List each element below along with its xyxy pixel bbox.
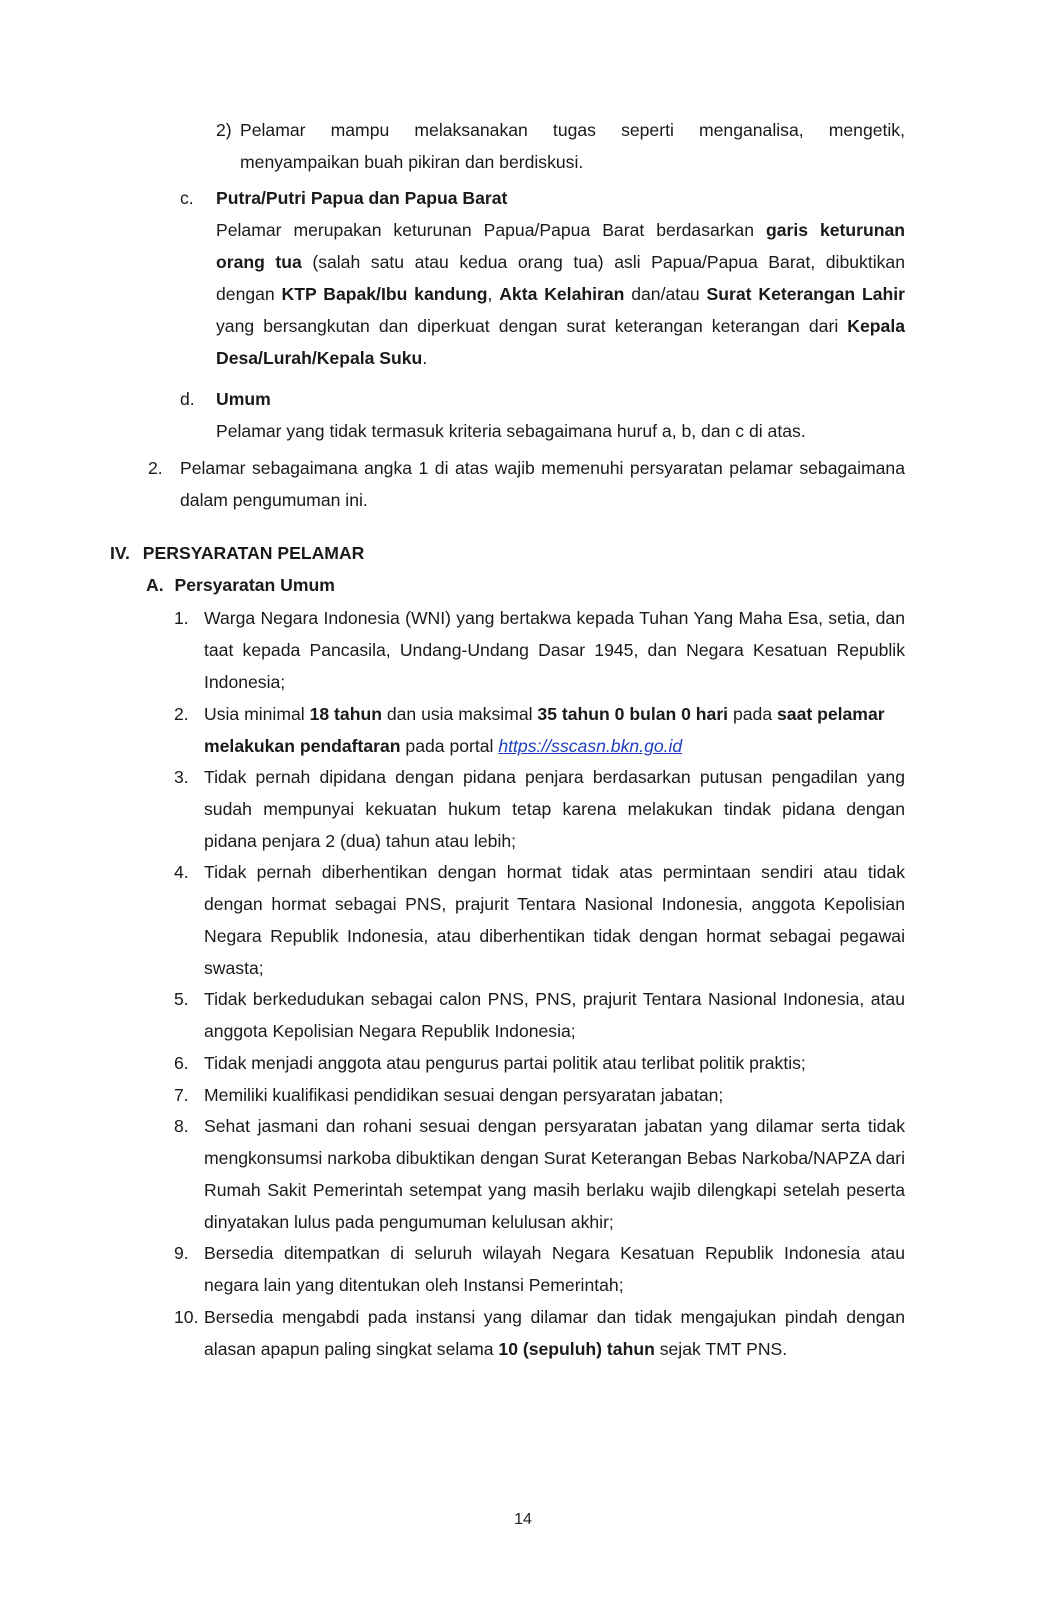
requirement-number: 7. (174, 1085, 189, 1105)
requirement-item-7 (172, 1079, 905, 1111)
subsection-heading: A. Persyaratan Umum (146, 575, 335, 595)
requirement-item-9 (172, 1237, 905, 1301)
requirement-number: 10. (174, 1307, 199, 1327)
requirement-text: Tidak menjadi anggota atau pengurus partai politik atau terlibat politik praktis; (204, 1053, 806, 1073)
requirement-text: Memiliki kualifikasi pendidikan sesuai dengan persyaratan jabatan; (204, 1085, 724, 1105)
requirement-number: 9. (174, 1243, 189, 1263)
portal-link[interactable]: https://sscasn.bkn.go.id (498, 736, 683, 756)
requirement-text: Tidak berkedudukan sebagai calon PNS, PNS, prajurit Tentara Nasional Indonesia, atau anggota Kepolisian Negara Republik Indonesia; (204, 989, 905, 1041)
item-d-title: Umum (216, 389, 271, 409)
list-item-2 (148, 452, 905, 516)
requirement-text: Bersedia mengabdi pada instansi yang dilamar dan tidak mengajukan pindah dengan alasan apapun paling singkat selama 10 (sepuluh) tahun sejak TMT PNS. (204, 1307, 905, 1359)
requirement-item-2 (172, 698, 905, 762)
requirement-number: 3. (174, 767, 189, 787)
list-label: 2) (216, 120, 232, 140)
list-item-text-line1: Pelamar mampu melaksanakan tugas seperti menganalisa, mengetik, (240, 120, 905, 140)
page-number: 14 (514, 1511, 532, 1528)
item-d-text: Pelamar yang tidak termasuk kriteria sebagaimana huruf a, b, dan c di atas. (216, 421, 806, 441)
item-c-title: Putra/Putri Papua dan Papua Barat (216, 188, 508, 208)
requirement-number: 5. (174, 989, 189, 1009)
requirement-item-8 (172, 1110, 905, 1238)
requirement-item-3 (172, 761, 905, 857)
list-label: c. (180, 188, 194, 208)
requirement-text: Tidak pernah dipidana dengan pidana penjara berdasarkan putusan pengadilan yang sudah mempunyai kekuatan hukum tetap karena melakukan tindak pidana dengan pidana penjara 2 (dua) tahun atau lebih; (204, 767, 905, 851)
requirement-number: 4. (174, 862, 189, 882)
requirement-item-1 (172, 602, 905, 698)
list-item-text-line2: menyampaikan buah pikiran dan berdiskusi. (240, 152, 584, 172)
requirement-number: 6. (174, 1053, 189, 1073)
requirement-item-6 (172, 1047, 905, 1079)
item-2-text: Pelamar sebagaimana angka 1 di atas wajib memenuhi persyaratan pelamar sebagaimana dalam pengumuman ini. (180, 458, 905, 510)
requirement-item-4 (172, 856, 905, 984)
requirement-text: Usia minimal 18 tahun dan usia maksimal 35 tahun 0 bulan 0 hari pada saat pelamar melakukan pendaftaran pada portal https://sscasn.bkn.go.id (204, 704, 885, 756)
item-c-paragraph: Pelamar merupakan keturunan Papua/Papua Barat berdasarkan garis keturunan orang tua (salah satu atau kedua orang tua) asli Papua/Papua Barat, dibuktikan dengan KTP Bapak/Ibu kandung, Akta Kelahiran dan/atau Surat Keterangan Lahir yang bersangkutan dan diperkuat dengan surat keterangan keterangan dari Kepala Desa/Lurah/Kepala Suku. (216, 220, 905, 368)
list-item-2-paren (216, 114, 905, 178)
requirement-item-5 (172, 983, 905, 1047)
list-label: d. (180, 389, 195, 409)
requirement-text: Bersedia ditempatkan di seluruh wilayah Negara Kesatuan Republik Indonesia atau negara lain yang ditentukan oleh Instansi Pemerintah; (204, 1243, 905, 1295)
requirement-item-10 (172, 1301, 905, 1365)
requirement-number: 2. (174, 704, 189, 724)
list-item-d (180, 383, 905, 447)
section-heading: IV. PERSYARATAN PELAMAR (110, 543, 365, 563)
list-item-c (180, 182, 905, 374)
requirement-text: Sehat jasmani dan rohani sesuai dengan persyaratan jabatan yang dilamar serta tidak mengkonsumsi narkoba dibuktikan dengan Surat Keterangan Bebas Narkoba/NAPZA dari Rumah Sakit Pemerintah setempat yang masih berlaku wajib dilengkapi setelah peserta dinyatakan lulus pada pengumuman kelulusan akhir; (204, 1116, 905, 1232)
requirement-number: 1. (174, 608, 189, 628)
requirement-text: Warga Negara Indonesia (WNI) yang bertakwa kepada Tuhan Yang Maha Esa, setia, dan taat kepada Pancasila, Undang-Undang Dasar 1945, dan Negara Kesatuan Republik Indonesia; (204, 608, 905, 692)
requirement-text: Tidak pernah diberhentikan dengan hormat tidak atas permintaan sendiri atau tidak dengan hormat sebagai PNS, prajurit Tentara Nasional Indonesia, anggota Kepolisian Negara Republik Indonesia, atau diberhentikan tidak dengan hormat sebagai pegawai swasta; (204, 862, 905, 978)
requirement-number: 8. (174, 1116, 189, 1136)
list-label: 2. (148, 458, 163, 478)
